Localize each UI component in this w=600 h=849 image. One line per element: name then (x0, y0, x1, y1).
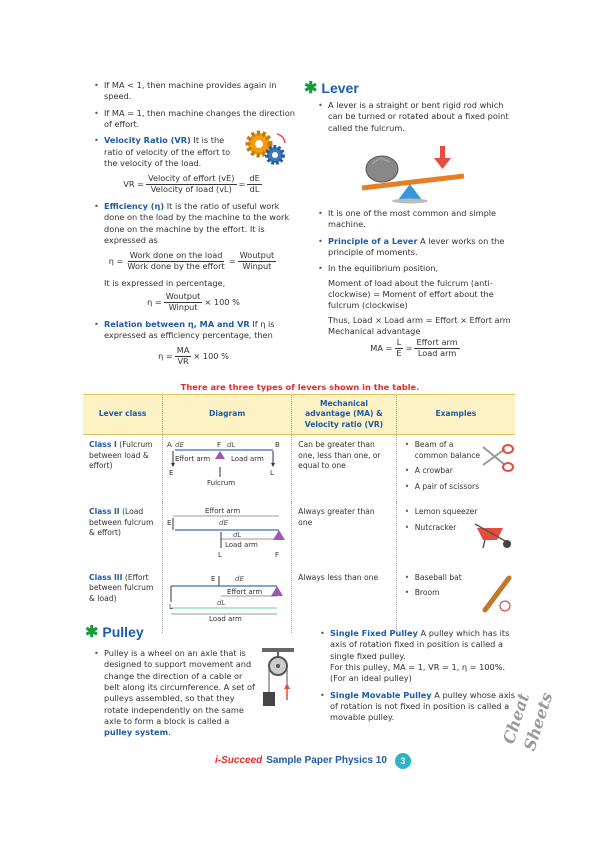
ma-equal-one: • If MA = 1, then machine changes the direction of effort. (92, 108, 295, 131)
d1-de: dE (175, 441, 185, 450)
pulley-heading (85, 622, 144, 644)
rel-num: MA (176, 345, 190, 356)
single-fixed-pulley (318, 628, 518, 685)
class-1-diagram (165, 439, 289, 493)
class-2-ma: Always greater than one (292, 502, 397, 567)
left-column (92, 80, 295, 373)
th-class: Lever class (83, 395, 163, 435)
table-caption: There are three types of levers shown in the table. (180, 382, 420, 392)
example-1-2: • A crowbar (403, 466, 485, 476)
class-3-diagram (165, 572, 289, 626)
lever-table (83, 394, 515, 633)
example-2-2: • Nutcracker (403, 523, 485, 533)
star-icon: ✱ (85, 624, 99, 641)
vr-term: Velocity Ratio (VR) (104, 135, 191, 146)
cheat-sheets-label: Cheat Sheets (498, 690, 557, 754)
d3-l: L (169, 602, 174, 611)
d3-de: dE (235, 574, 245, 583)
example-3-1: • Baseball bat (403, 573, 485, 583)
pct-text: It is expressed in percentage, (104, 277, 226, 288)
class-1-ma: Can be greater than one, less than one, or equal to one (292, 435, 397, 502)
d1-ea: Effort arm (175, 455, 211, 464)
pct-formula (92, 292, 295, 313)
equilibrium-item: • In the equilibrium position, (316, 263, 516, 274)
vr-lhs: VR = (123, 178, 144, 189)
ma-den: E (396, 347, 402, 358)
ma-less-than-one: • If MA < 1, then machine provides again in speed. (92, 80, 295, 103)
vr-formula: VR = $\frac{\text{Velocity of effort (vE)}}{\text{Velocity of load (vL)}}$ = $\frac{dE}{dL}$ (123, 173, 260, 195)
pulley-image (260, 648, 298, 710)
d2-dl: dL (233, 531, 242, 540)
class-1-desc: (Fulcrum between load & effort) (89, 440, 153, 471)
ma-den2: Load arm (417, 347, 457, 358)
ma-num2: Effort arm (416, 337, 458, 348)
lever-section (316, 100, 516, 139)
eta-num2: Woutput (239, 250, 275, 261)
rel-tail: × 100 % (193, 351, 229, 362)
sf-text: A pulley which has its axis of rotation fixed in position is called a single fixed pulley. (330, 628, 510, 661)
lever-common: • It is one of the most common and simple machine. (316, 208, 516, 231)
d3-e: E (211, 574, 216, 583)
pulley-section (92, 648, 255, 744)
pulley-system-term: pulley system (104, 727, 169, 738)
sf-term: Single Fixed Pulley (330, 628, 418, 638)
example-2-1: • Lemon squeezer (403, 507, 485, 517)
ma-num: L (396, 337, 402, 348)
lever-seesaw-image (360, 142, 470, 204)
table-row (83, 502, 515, 567)
rel-formula (92, 346, 295, 367)
eta-den: Work done by the effort (127, 260, 225, 271)
baseball-bat-icon (481, 574, 515, 614)
sf-text2: For this pulley, MA = 1, VR = 1, η = 100%. (For an ideal pulley) (330, 661, 506, 684)
eta-den2: Winput (242, 260, 272, 271)
d1-e: E (169, 469, 174, 478)
efficiency-item (92, 201, 295, 246)
lever-heading (304, 78, 359, 100)
d1-a: A (167, 441, 172, 450)
pct-den: Winput (168, 301, 198, 312)
pulley-def: • Pulley is a wheel on an axle that is designed to support movement and change the direction of a cable or belt along its circumference. A set of pulleys assembled, so that they rotate independently on the same axle to form a block is called a pulley system. (92, 648, 255, 739)
class-1-name: Class I (89, 440, 117, 450)
thus-text: Thus, Load × Load arm = Effort × Effort arm (328, 314, 511, 325)
d2-la: Load arm (225, 541, 259, 550)
moment-text: Moment of load about the fulcrum (anti-clockwise) = Moment of effort about the fulcrum (clockwise) (328, 277, 494, 311)
footer-brand: i-Succeed (215, 755, 263, 767)
principle-item (316, 236, 516, 259)
d1-l: L (270, 469, 275, 478)
vr-den: Velocity of load (vL) (150, 184, 232, 195)
vr-num: Velocity of effort (vE) (148, 173, 235, 184)
d2-e: E (167, 519, 172, 528)
d2-f: F (275, 551, 280, 560)
lever-def: • A lever is a straight or bent rigid rod which can be turned or rotated about a fixed point called the fulcrum. (316, 100, 516, 134)
vr-num2: dE (249, 173, 260, 184)
d1-f: F (217, 441, 222, 450)
footer-title: Sample Paper Physics 10 (266, 755, 387, 767)
eta-formula: η = $\frac{\text{Work done on the load}}{\text{Work done by the effort}}$ = $\frac{\text{Woutput}}{\text{Winput}}$ (108, 250, 275, 271)
d1-dl: dL (227, 441, 236, 450)
single-movable-pulley (318, 690, 518, 724)
class-3-name: Class III (89, 572, 123, 582)
page-number: 3 (395, 753, 411, 769)
th-examples: Examples (396, 395, 515, 435)
footer (215, 753, 411, 769)
principle-text: A lever works on the principle of moments. (328, 235, 505, 257)
sm-text: A pulley whose axis of rotation is not fixed in position is called a movable pulley. (330, 689, 516, 723)
vr-den2: dL (249, 184, 260, 195)
example-1-1: • Beam of a common balance (403, 440, 485, 461)
d1-la: Load arm (231, 455, 265, 464)
example-1-3: • A pair of scissors (403, 482, 485, 492)
table-row (83, 435, 515, 502)
d2-l: L (218, 551, 223, 560)
d3-la: Load arm (209, 614, 243, 623)
rel-term: Relation between η, MA and VR (104, 318, 250, 329)
class-3-ma: Always less than one (292, 568, 397, 633)
class-2-name: Class II (89, 507, 120, 517)
wheelbarrow-icon (473, 520, 513, 550)
eff-text: It is the ratio of useful work done on the load by the machine to the work done on the machine by the effort. It is expressed as (104, 200, 290, 245)
class-3-desc: (Effort between fulcrum & load) (89, 572, 154, 603)
d1-b: B (275, 441, 280, 450)
pct-num: Woutput (165, 291, 201, 302)
pct-tail: × 100 % (204, 296, 240, 307)
mech-text: Mechanical advantage (328, 325, 421, 336)
sm-term: Single Movable Pulley (330, 689, 432, 700)
rel-den: VR (177, 356, 189, 367)
pulley-heading-text: Pulley (102, 624, 144, 641)
ma-lhs: MA = (370, 342, 393, 353)
star-icon: ✱ (304, 80, 318, 97)
gears-icon (243, 128, 289, 168)
pulley-types (318, 628, 518, 729)
scissors-icon (479, 443, 515, 473)
th-ma: Mechanical advantage (MA) & Velocity ratio (VR) (292, 395, 397, 435)
table-row (83, 568, 515, 633)
ma-formula: MA = $\frac{L}{E}$ = $\frac{\text{Effort arm}}{\text{Load arm}}$ (370, 337, 458, 358)
principle-term: Principle of a Lever (328, 235, 418, 246)
d2-de: dE (219, 519, 229, 528)
eta-num: Work done on the load (129, 250, 223, 261)
lever-section-2 (316, 208, 516, 365)
rel-text: If η is expressed as efficiency percentage, then (104, 318, 275, 341)
pulley-def-text: Pulley is a wheel on an axle that is designed to support movement and change the direction of a cable or belt along its circumference. A set of pulleys assembled, so that they rotate independently on the same axle to form a block is called a (104, 648, 255, 726)
relation-item (92, 319, 295, 342)
eff-term: Efficiency (η) (104, 200, 165, 211)
lever-heading-text: Lever (321, 80, 359, 97)
eta-lhs: η = (108, 255, 124, 266)
th-diagram: Diagram (163, 395, 292, 435)
d2-ea: Effort arm (205, 507, 241, 516)
d3-dl: dL (217, 598, 226, 607)
d1-fulcrum: Fulcrum (207, 479, 236, 488)
vr-text: It is the ratio of velocity of the effort to the velocity of the load. (104, 135, 231, 168)
example-3-2: • Broom (403, 588, 485, 598)
class-2-diagram (165, 506, 289, 560)
pct-lhs: η = (147, 296, 162, 307)
rel-lhs: η = (158, 351, 173, 362)
d3-ea: Effort arm (227, 587, 263, 596)
class-2-desc: (Load between fulcrum & effort) (89, 507, 154, 538)
